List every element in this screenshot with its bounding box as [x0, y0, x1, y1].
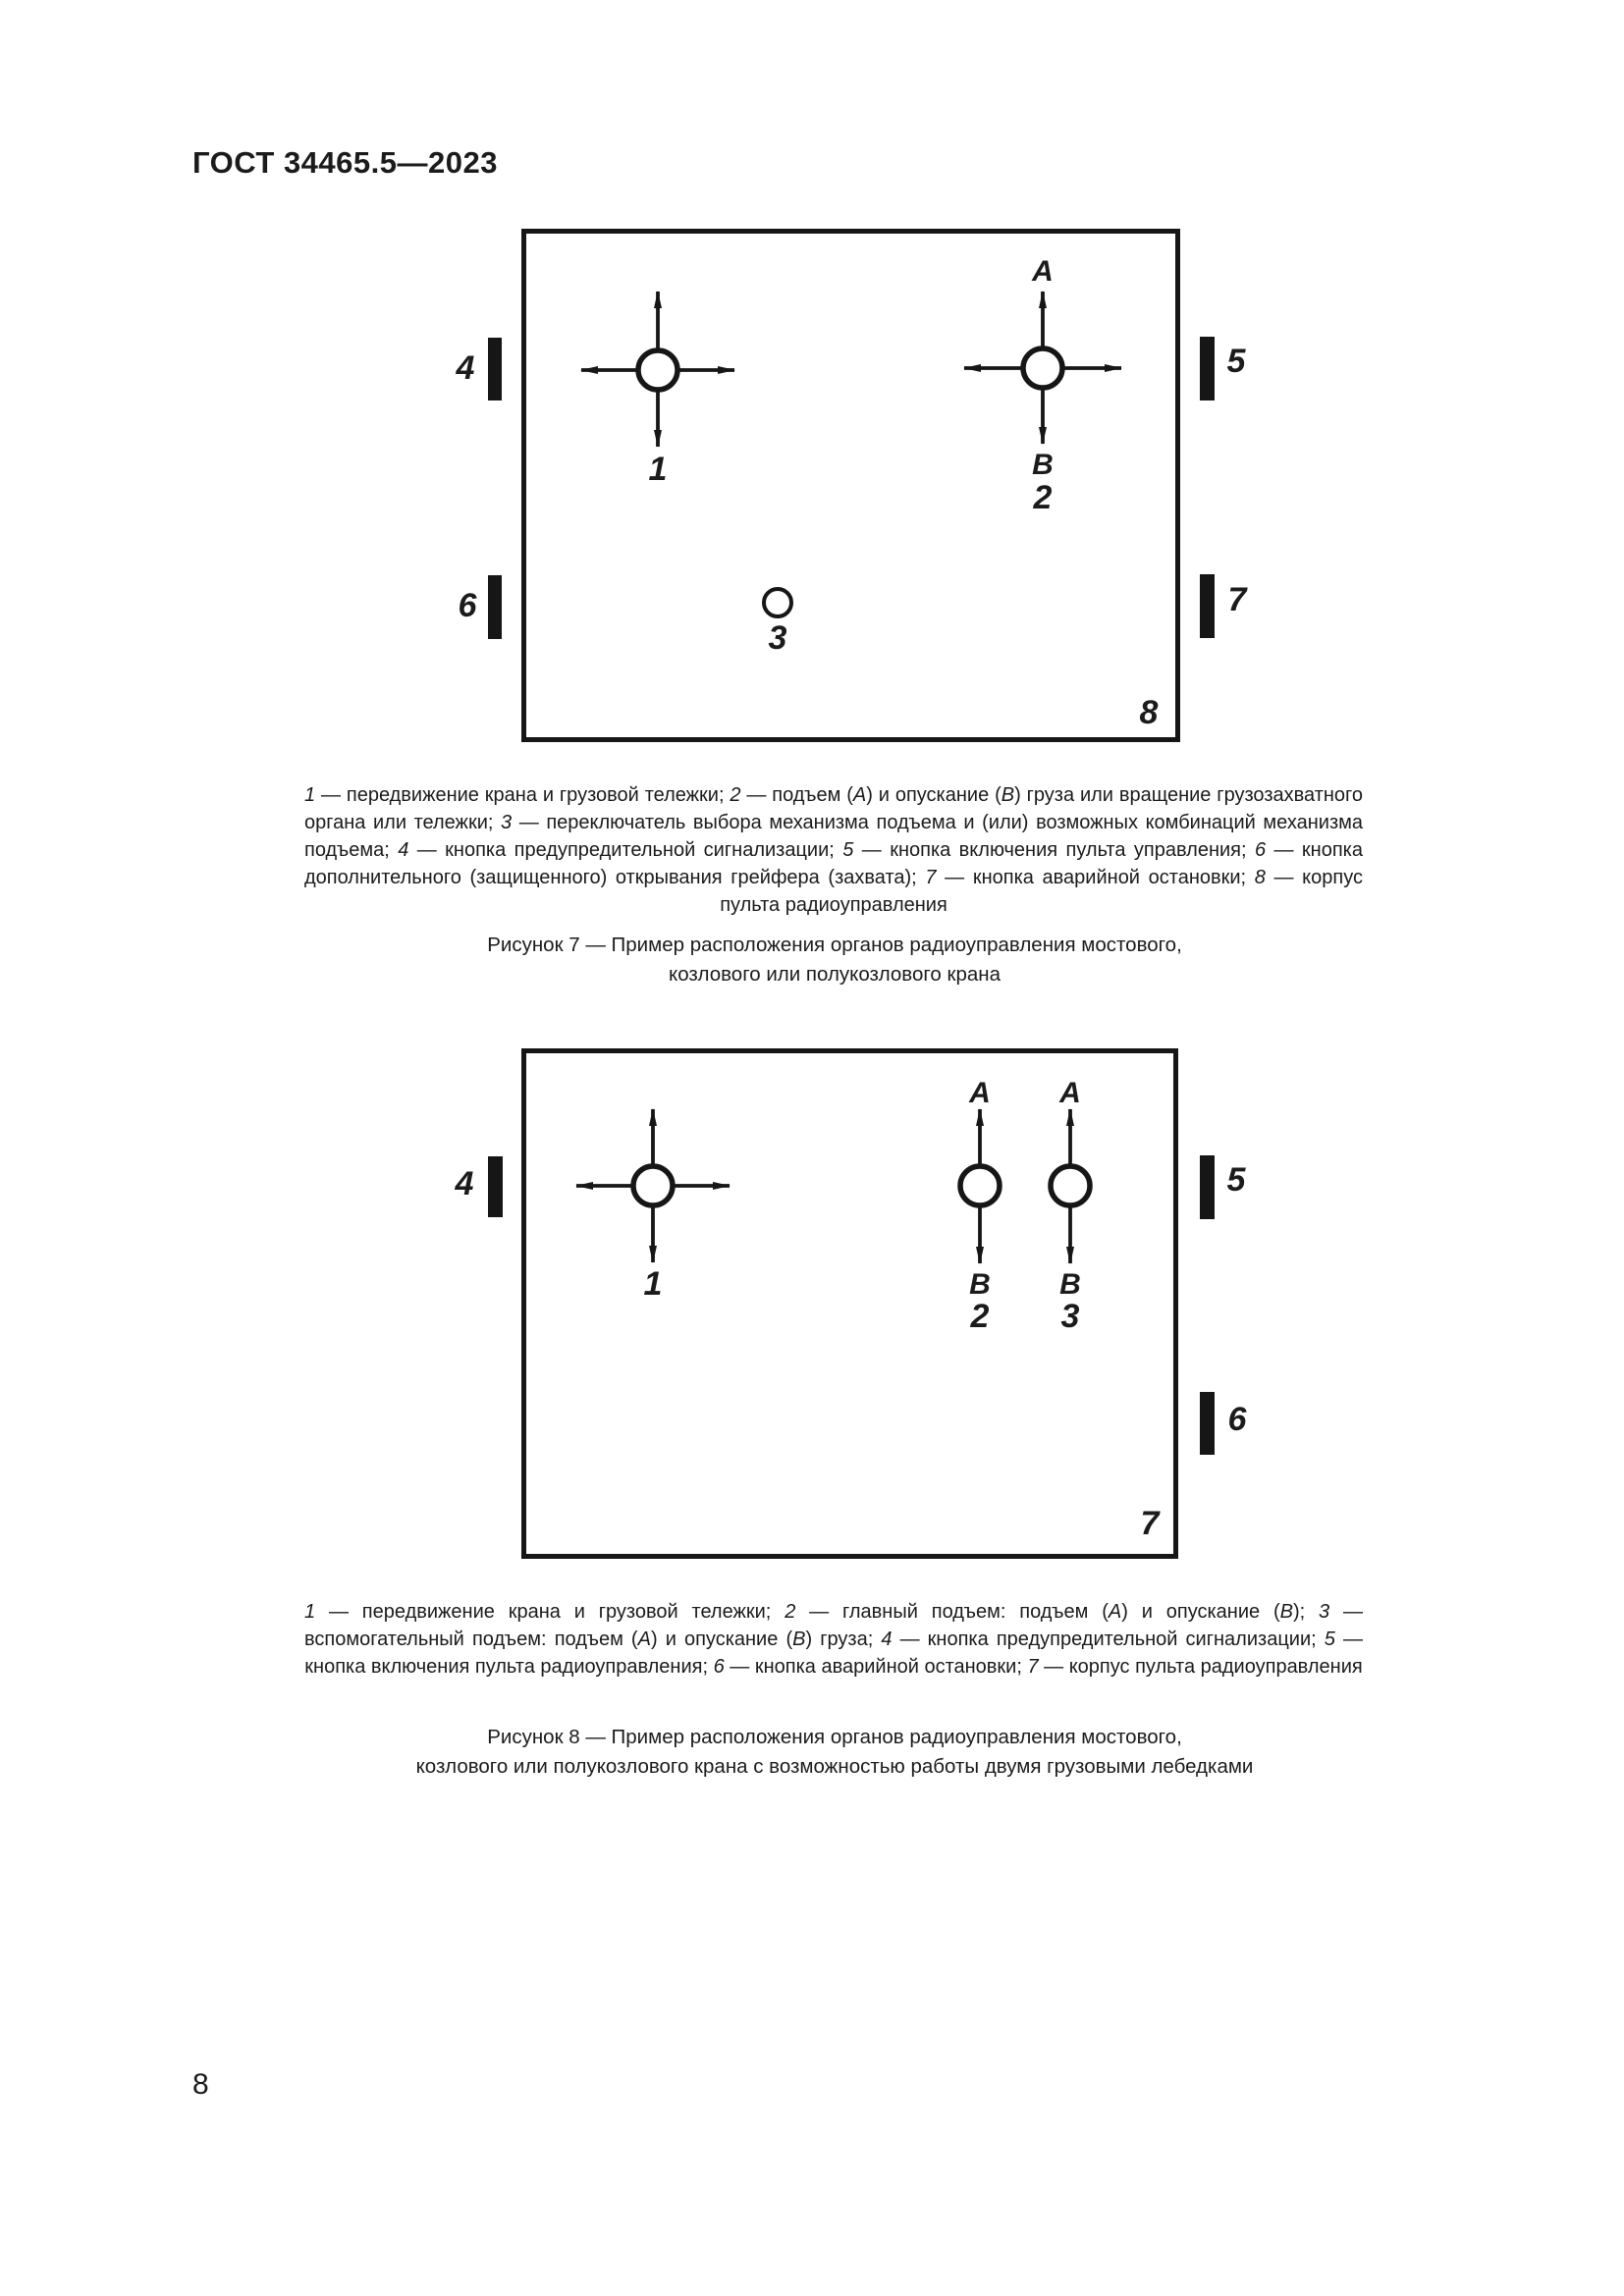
figure8-controls-graphic [521, 1048, 1178, 1559]
figure7-selector-button-number: 3 [768, 619, 787, 657]
figure7-joystick2-icon [964, 292, 1121, 444]
figure7-joystick2-down-letter: В [1032, 449, 1054, 481]
figure7-caption-line2: козлового или полукозлового крана [669, 963, 1001, 986]
figure8-joystick3-number: 3 [1060, 1298, 1080, 1335]
figure8-caption [147, 1723, 1522, 1782]
figure7-caption-line1: Рисунок 7 — Пример расположения органов радиоуправления мостового, [487, 934, 1182, 956]
figure8-joystick1-icon [576, 1109, 730, 1262]
figure7-emergency-stop-bar [1200, 574, 1215, 638]
figure8-caption-line1: Рисунок 8 — Пример расположения органов радиоуправления мостового, [487, 1726, 1182, 1748]
figure8-power-button-number: 5 [1226, 1161, 1246, 1199]
figure8-warning-button-bar [488, 1156, 503, 1217]
figure8-emergency-stop-number: 6 [1227, 1401, 1247, 1438]
figure7-power-button-number: 5 [1226, 343, 1246, 380]
figure8-joystick1-number: 1 [643, 1265, 663, 1303]
figure8-joystick3-down-letter: В [1059, 1268, 1081, 1301]
figure7-warning-button-number: 4 [456, 349, 475, 387]
figure8-joystick2-icon [960, 1109, 1000, 1263]
figure8-warning-button-number: 4 [455, 1165, 474, 1202]
figure7-body-number: 8 [1139, 694, 1159, 731]
figure8-emergency-stop-bar [1200, 1392, 1215, 1455]
figure7-legend: 1 — передвижение крана и грузовой тележки; 2 — подъем (А) и опускание (В) груза или вращение грузозахватного органа или тележки; 3 — переключатель выбора механизма подъема и (или) возможных комбинаций механизма подъема; 4 — кнопка предупредительной сигнализации; 5 — кнопка включения пульта управления; 6 — кнопка дополнительного (защищенного) открывания грейфера (захвата); 7 — кнопка аварийной остановки; 8 — корпус пульта радиоуправления [304, 784, 1364, 916]
figure7-joystick2-number: 2 [1033, 479, 1053, 516]
page-number: 8 [192, 2068, 209, 2101]
figure8-power-button-bar [1200, 1155, 1215, 1219]
figure7-emergency-stop-number: 7 [1227, 581, 1247, 618]
figure8-joystick2-down-letter: В [969, 1268, 991, 1301]
figure7-selector-button-icon [764, 589, 791, 616]
figure8-joystick3-up-letter: А [1059, 1077, 1081, 1109]
figure7-joystick1-number: 1 [648, 451, 668, 488]
figure7-grab-open-button-number: 6 [458, 587, 477, 624]
figure7-joystick2-up-letter: А [1032, 255, 1054, 288]
gost-doc-number: ГОСТ 34465.5—2023 [192, 145, 498, 180]
figure7-caption [147, 931, 1522, 989]
figure7-joystick1-icon [581, 292, 734, 447]
figure8-legend: 1 — передвижение крана и грузовой тележки; 2 — главный подъем: подъем (А) и опускание (В); 3 — вспомогательный подъем: подъем (А) и опускание (В) груза; 4 — кнопка предупредительной сигнализации; 5 — кнопка включения пульта радиоуправления; 6 — кнопка аварийной остановки; 7 — корпус пульта радиоуправления [304, 1601, 1364, 1678]
figure7-power-button-bar [1200, 337, 1215, 400]
figure7-warning-button-bar [488, 338, 502, 400]
figure8-body-number: 7 [1140, 1505, 1160, 1542]
figure8-joystick2-up-letter: А [969, 1077, 991, 1109]
figure8-joystick2-number: 2 [970, 1298, 990, 1335]
figure8-joystick3-icon [1051, 1109, 1090, 1263]
figure8-caption-line2: козлового или полукозлового крана с возможностью работы двумя грузовыми лебедками [415, 1755, 1254, 1778]
figure7-controls-graphic [521, 229, 1180, 742]
figure7-grab-open-button-bar [488, 575, 502, 639]
